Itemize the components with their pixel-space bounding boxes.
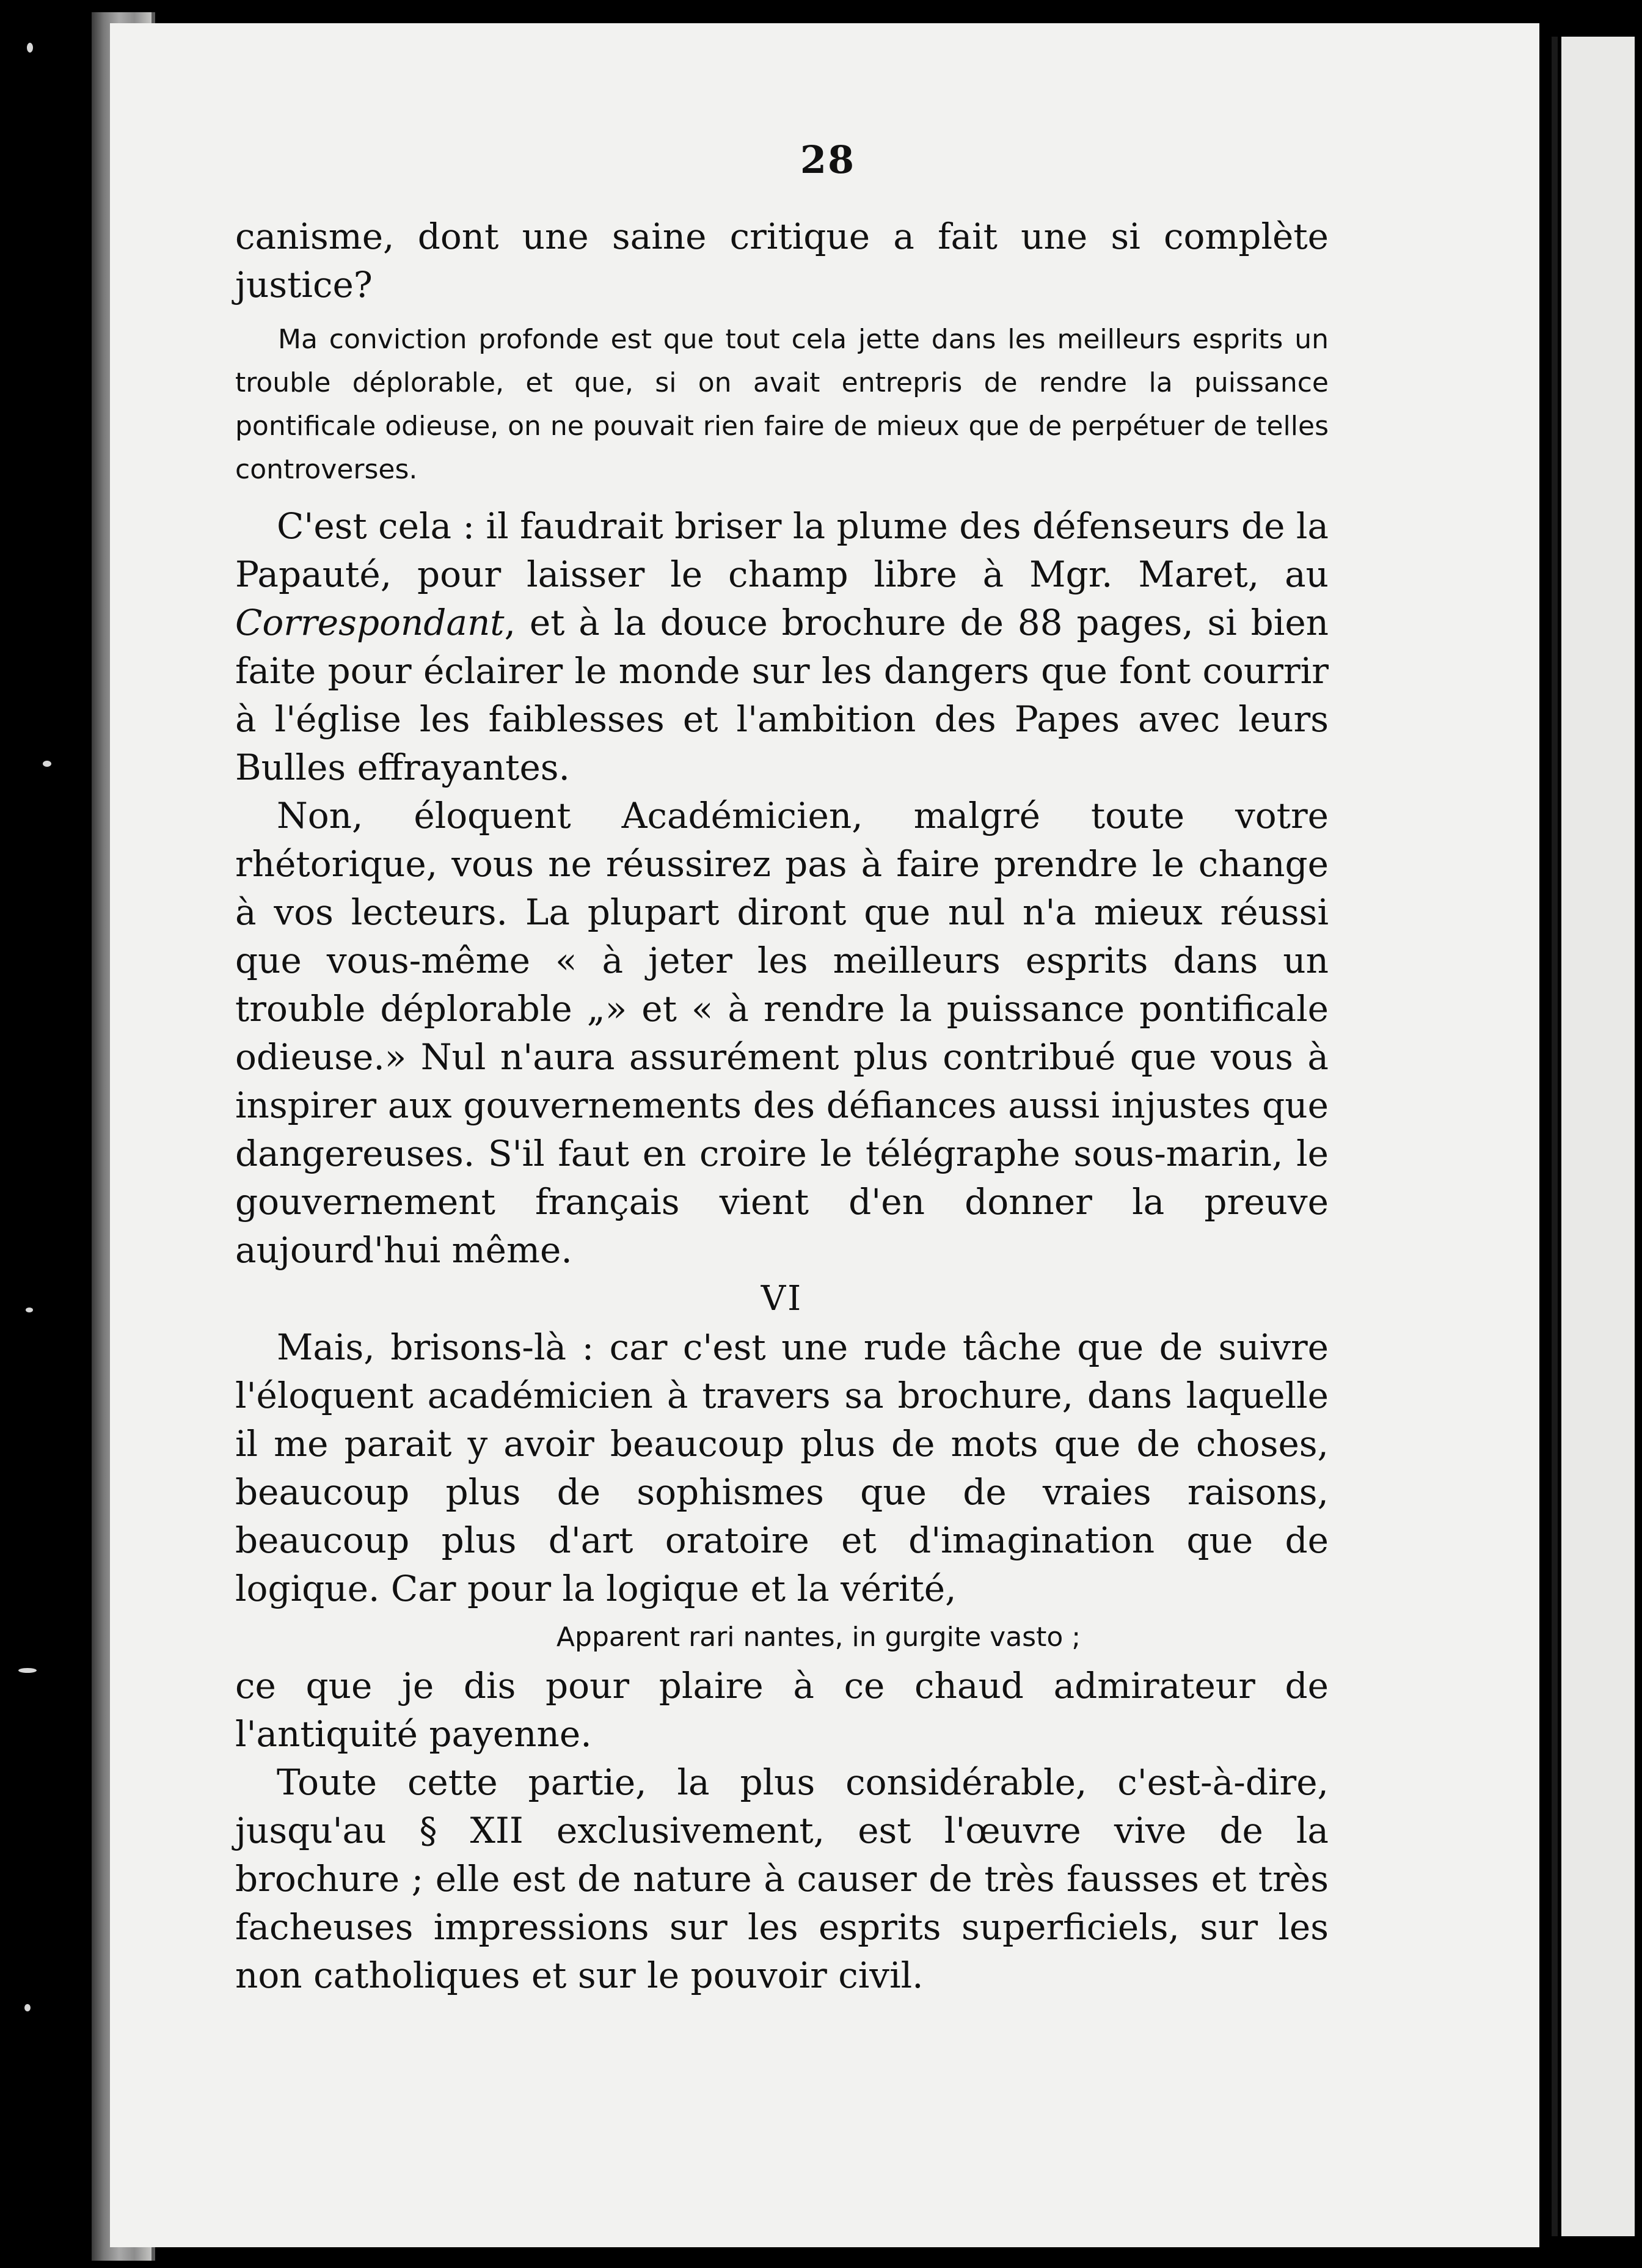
page-content	[235, 137, 1329, 2000]
quoted-passage: Ma conviction profonde est que tout cela jette dans les meilleurs esprits un trouble déplorable, et que, si on avait entrepris de rendre la puissance pontificale odieuse, on ne pouvait rien faire de mieux que de perpétuer de telles controverses.	[235, 324, 1329, 485]
latin-quotation: Apparent rari nantes, in gurgite vasto ;	[556, 1622, 1081, 1653]
margin-speck	[43, 761, 51, 767]
margin-speck	[18, 1668, 37, 1673]
paragraph-2-start: C'est cela : il faudrait briser la plume des défenseurs de la Papauté, pour laisser le champ libre à Mgr. Maret, au	[235, 505, 1329, 595]
paragraph-1: canisme, dont une saine critique a fait une si complète justice?	[235, 216, 1329, 305]
section-heading: VI	[761, 1279, 803, 1319]
margin-speck	[27, 43, 33, 53]
paragraph-4: Mais, brisons-là : car c'est une rude tâche que de suivre l'éloquent académicien à travers sa brochure, dans laquelle il me parait y avoir beaucoup plus de mots que de choses, beaucoup plus de sophismes que de vraies raisons, beaucoup plus d'art oratoire et d'imagination que de logique. Car pour la logique et la vérité,	[235, 1326, 1329, 1609]
paragraph-5: ce que je dis pour plaire à ce chaud admirateur de l'antiquité payenne.	[235, 1665, 1329, 1755]
margin-speck	[26, 1308, 33, 1312]
journal-title: Correspondant	[235, 602, 505, 643]
paragraph-2	[235, 502, 1329, 792]
paragraph-6: Toute cette partie, la plus considérable, c'est-à-dire, jusqu'au § XII exclusivement, est l'œuvre vive de la brochure ; elle est de nature à causer de très fausses et très facheuses impressions sur les esprits superficiels, sur les non catholiques et sur le pouvoir civil.	[235, 1761, 1329, 1996]
margin-speck	[24, 2004, 31, 2011]
next-page-edge	[1561, 37, 1635, 2236]
right-edge-line	[1552, 37, 1558, 2236]
paragraph-2-end: , et à la douce brochure de 88 pages, si bien faite pour éclairer le monde sur les dangers que font courrir à l'église les faiblesses et l'ambition des Papes avec leurs Bulles effrayantes.	[235, 602, 1329, 788]
page-number: 28	[800, 137, 856, 182]
paragraph-3: Non, éloquent Académicien, malgré toute votre rhétorique, vous ne réussirez pas à faire prendre le change à vos lecteurs. La plupart diront que nul n'a mieux réussi que vous-même « à jeter les meilleurs esprits dans un trouble déplorable „» et « à rendre la puissance pontificale odieuse.» Nul n'aura assurément plus contribué que vous à inspirer aux gouvernements des défiances aussi injustes que dangereuses. S'il faut en croire le télégraphe sous-marin, le gouvernement français vient d'en donner la preuve aujourd'hui même.	[235, 795, 1329, 1271]
